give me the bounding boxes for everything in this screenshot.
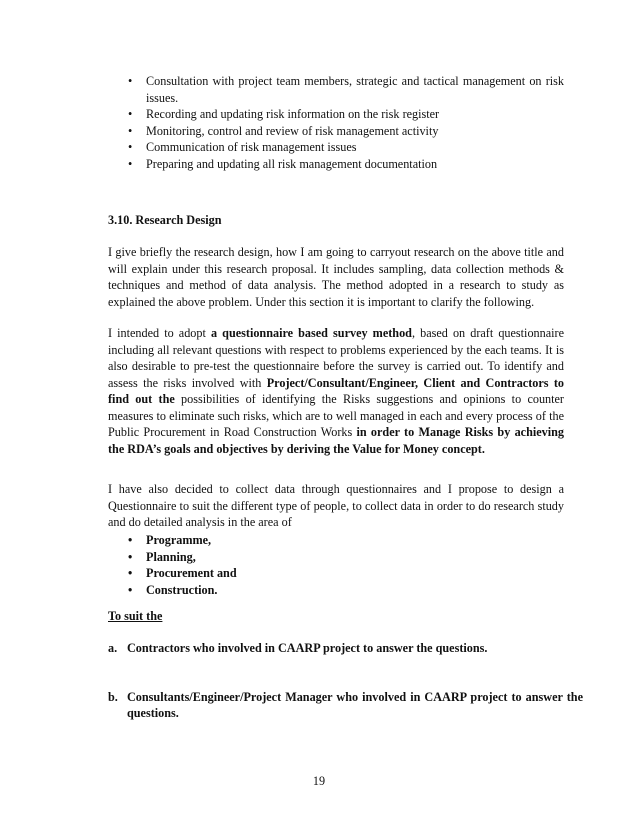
paragraph-methodology: I intended to adopt a questionnaire based survey method, based on draft questionnaire including all relevant questions with respect to problems experienced by the each teams. It is also desirable to pre-test the questionnaire before the survey is carried out. To identify and assess the risks involved with Project/Consultant/Engineer, Client and Contractors to find out the possibilities of identifying the Risks suggestions and opinions to counter measures to eliminate such risks, which are to well managed in each and every process of the Public Procurement in Road Construction Works in order to Manage Risks by achieving the RDA’s goals and objectives by deriving the Value for Money concept. <box>108 326 564 456</box>
bullet-icon: • <box>128 74 133 88</box>
areas-bullet-list <box>108 532 564 598</box>
bullet-icon: • <box>128 582 133 597</box>
suit-heading: To suit the <box>108 609 163 623</box>
list-item: • Planning, <box>128 549 196 564</box>
bullet-icon: • <box>128 566 133 580</box>
suit-item-b: b. Consultants/Engineer/Project Manager who involved in CAARP project to answer the questions. <box>108 689 583 720</box>
bullet-icon: • <box>128 549 133 564</box>
list-item: • Procurement and <box>128 566 237 580</box>
list-item: • Communication of risk management issues <box>128 140 357 154</box>
bullet-icon: • <box>128 156 133 171</box>
paragraph-research-design: I give briefly the research design, how I am going to carryout research on the above title and will explain under this research proposal. It includes sampling, data collection methods & techniques and method of data analysis. The method adopted in a research to study as explained the above problem. Under this section it is important to clarify the following. <box>108 245 564 309</box>
paragraph-data-collection: I have also decided to collect data through questionnaires and I propose to design a Questionnaire to suit the different type of people, to collect data in order to do research study and do detailed analysis in the area of <box>108 482 564 529</box>
list-item: • Preparing and updating all risk management documentation <box>128 156 438 171</box>
bullet-icon: • <box>128 107 133 121</box>
top-bullet-list <box>108 73 564 172</box>
list-item: • Programme, <box>128 533 212 547</box>
bullet-icon: • <box>128 140 133 154</box>
section-heading: 3.10. Research Design <box>108 213 222 227</box>
page-number: 19 <box>312 774 326 788</box>
list-item: • Monitoring, control and review of risk management activity <box>128 123 439 138</box>
list-item: • Recording and updating risk information on the risk register <box>128 107 440 121</box>
bullet-icon: • <box>128 533 133 547</box>
bullet-icon: • <box>128 123 133 138</box>
suit-item-a: a. Contractors who involved in CAARP project to answer the questions. <box>108 641 488 655</box>
list-item: • Consultation with project team members, strategic and tactical management on risk issues. <box>128 74 564 105</box>
list-item: • Construction. <box>128 582 218 597</box>
